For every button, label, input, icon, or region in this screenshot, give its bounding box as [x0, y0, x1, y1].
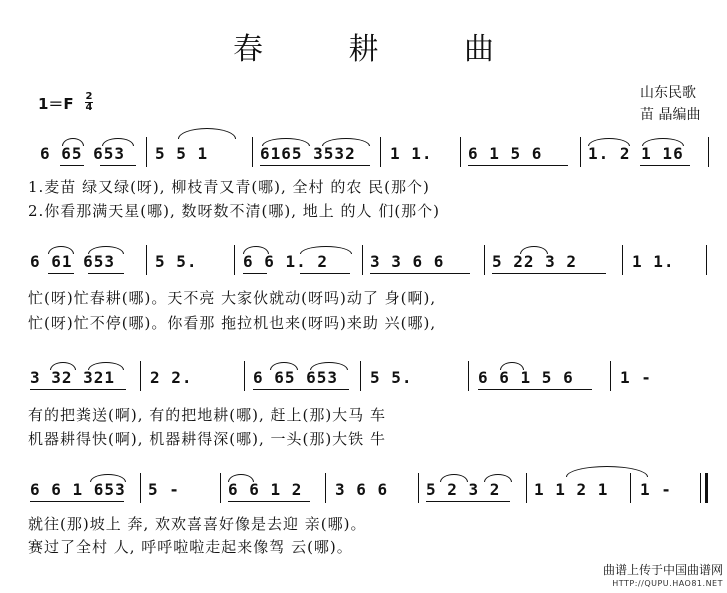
lyric-line-2: 忙(呀)忙不停(哪)。你看那 拖拉机也来(呀吗)来助 兴(哪),: [28, 314, 437, 332]
measure: 1. 2 1 16: [588, 144, 684, 163]
measure: 1 1 2 1: [534, 480, 609, 499]
measure: 6 6 1 5 6: [478, 368, 574, 387]
lyric-line-2: 2.你看那满天星(哪), 数呀数不清(哪), 地上 的人 们(那个): [28, 202, 441, 220]
measure: 6 65 653: [40, 144, 126, 163]
measure: 6 6 1. 2: [243, 252, 329, 271]
page-title: 春 耕 曲: [232, 32, 533, 67]
lyric-line-1: 1.麦苗 绿又绿(呀), 柳枝青又青(哪), 全村 的农 民(那个): [28, 178, 430, 196]
measure: 1 1.: [390, 144, 433, 163]
measure: 6 6 1 653: [30, 480, 126, 499]
measure: 5 -: [148, 480, 180, 499]
lyric-line-1: 有的把粪送(啊), 有的把地耕(哪), 赶上(那)大马 车: [28, 406, 386, 424]
measure: 2 2.: [150, 368, 193, 387]
measure: 5 22 3 2: [492, 252, 578, 271]
watermark: [603, 563, 723, 591]
watermark-url: HTTP://QUPU.HAO81.NET: [612, 579, 723, 588]
measure: 6 65 653: [253, 368, 339, 387]
measure: 1 1.: [632, 252, 675, 271]
measure: 6 61 653: [30, 252, 116, 271]
lyric-line-2: 机器耕得快(啊), 机器耕得深(哪), 一头(那)大铁 牛: [28, 430, 386, 448]
lyric-line-2: 赛过了全村 人, 呼呼啦啦走起来像驾 云(哪)。: [28, 538, 353, 556]
time-signature-top: 2: [85, 91, 93, 102]
watermark-text: 曲谱上传于中国曲谱网: [602, 563, 723, 577]
measure: 3 32 321: [30, 368, 116, 387]
song-origin: 山东民歌: [640, 85, 696, 101]
key-signature: 1＝F: [38, 95, 74, 113]
lyric-line-1: 就往(那)坡上 奔, 欢欢喜喜好像是去迎 亲(哪)。: [28, 515, 367, 533]
measure: 5 2 3 2: [426, 480, 501, 499]
measure: 6 1 5 6: [468, 144, 543, 163]
lyric-line-1: 忙(呀)忙春耕(哪)。天不亮 大家伙就动(呀吗)动了 身(啊),: [28, 289, 437, 307]
measure: 5 5 1: [155, 144, 209, 163]
arranger-credit: 苗 晶编曲: [640, 107, 701, 123]
time-signature-bottom: 4: [85, 102, 93, 113]
measure: 5 5.: [370, 368, 413, 387]
measure: 6 6 1 2: [228, 480, 303, 499]
measure: 3 3 6 6: [370, 252, 445, 271]
measure: 6165 3532: [260, 144, 356, 163]
measure: 3 6 6: [335, 480, 389, 499]
measure: 1 -: [640, 480, 672, 499]
time-signature: [85, 92, 93, 113]
measure: 1 -: [620, 368, 652, 387]
measure: 5 5.: [155, 252, 198, 271]
